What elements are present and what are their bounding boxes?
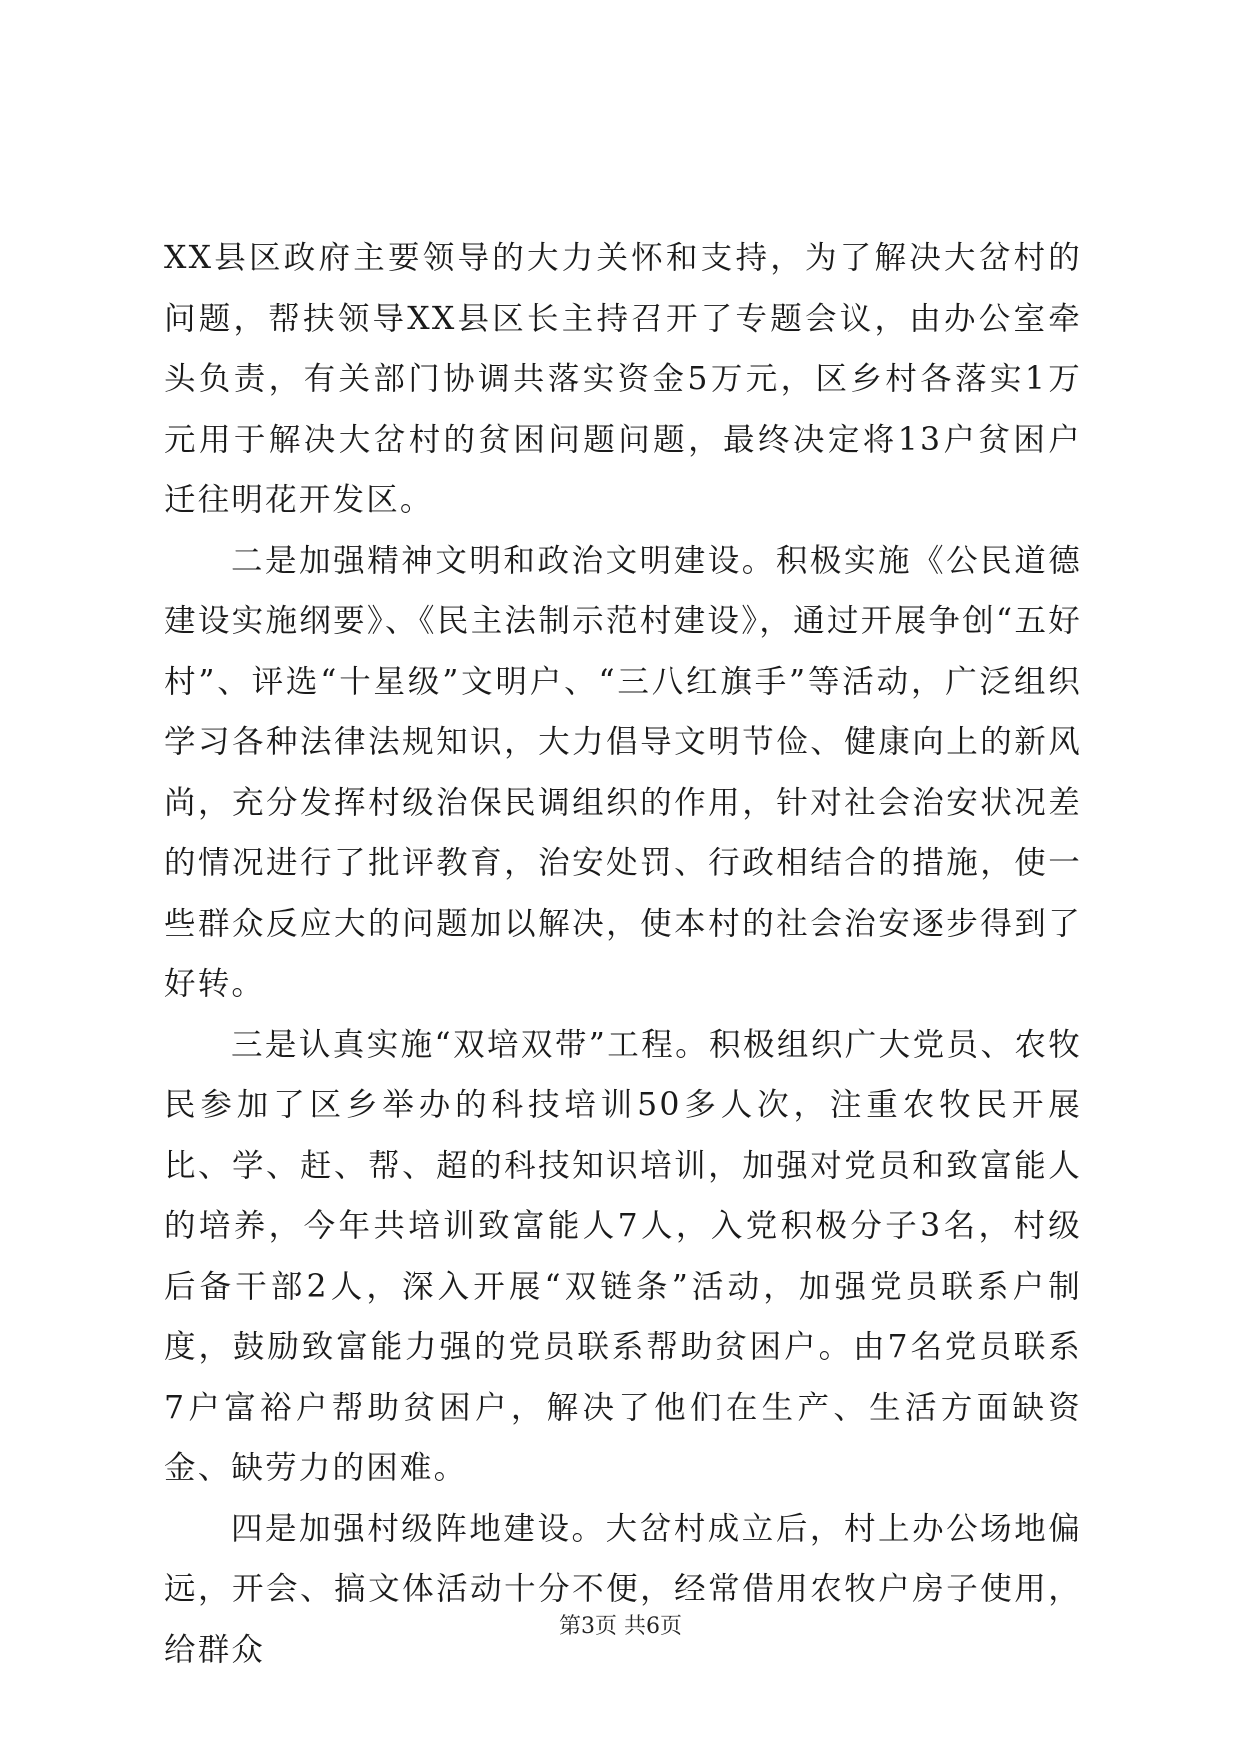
- page-number: 第3页 共6页: [559, 1614, 682, 1639]
- paragraph-2: 二是加强精神文明和政治文明建设。积极实施《公民道德建设实施纲要》、《民主法制示范村建设》，通过开展争创“五好村”、评选“十星级”文明户、“三八红旗手”等活动，广泛组织学习各种法律法规知识，大力倡导文明节俭、健康向上的新风尚，充分发挥村级治保民调组织的作用，针对社会治安状况差的情况进行了批评教育，治安处罚、行政相结合的措施，使一些群众反应大的问题加以解决，使本村的社会治安逐步得到了好转。: [164, 542, 1082, 1002]
- page-footer: [0, 1612, 1241, 1642]
- paragraph-1: XX县区政府主要领导的大力关怀和支持，为了解决大岔村的问题，帮扶领导XX县区长主持召开了专题会议，由办公室牵头负责，有关部门协调共落实资金5万元，区乡村各落实1万元用于解决大岔村的贫困问题问题，最终决定将13户贫困户迁往明花开发区。: [164, 240, 1082, 518]
- paragraph-4: 四是加强村级阵地建设。大岔村成立后，村上办公场地偏远，开会、搞文体活动十分不便，经常借用农牧户房子使用，给群众: [164, 1510, 1082, 1668]
- document-body: [164, 228, 1082, 1680]
- paragraph-3: 三是认真实施“双培双带”工程。积极组织广大党员、农牧民参加了区乡举办的科技培训50多人次，注重农牧民开展比、学、赶、帮、超的科技知识培训，加强对党员和致富能人的培养，今年共培训致富能人7人，入党积极分子3名，村级后备干部2人，深入开展“双链条”活动，加强党员联系户制度，鼓励致富能力强的党员联系帮助贫困户。由7名党员联系7户富裕户帮助贫困户，解决了他们在生产、生活方面缺资金、缺劳力的困难。: [164, 1026, 1082, 1486]
